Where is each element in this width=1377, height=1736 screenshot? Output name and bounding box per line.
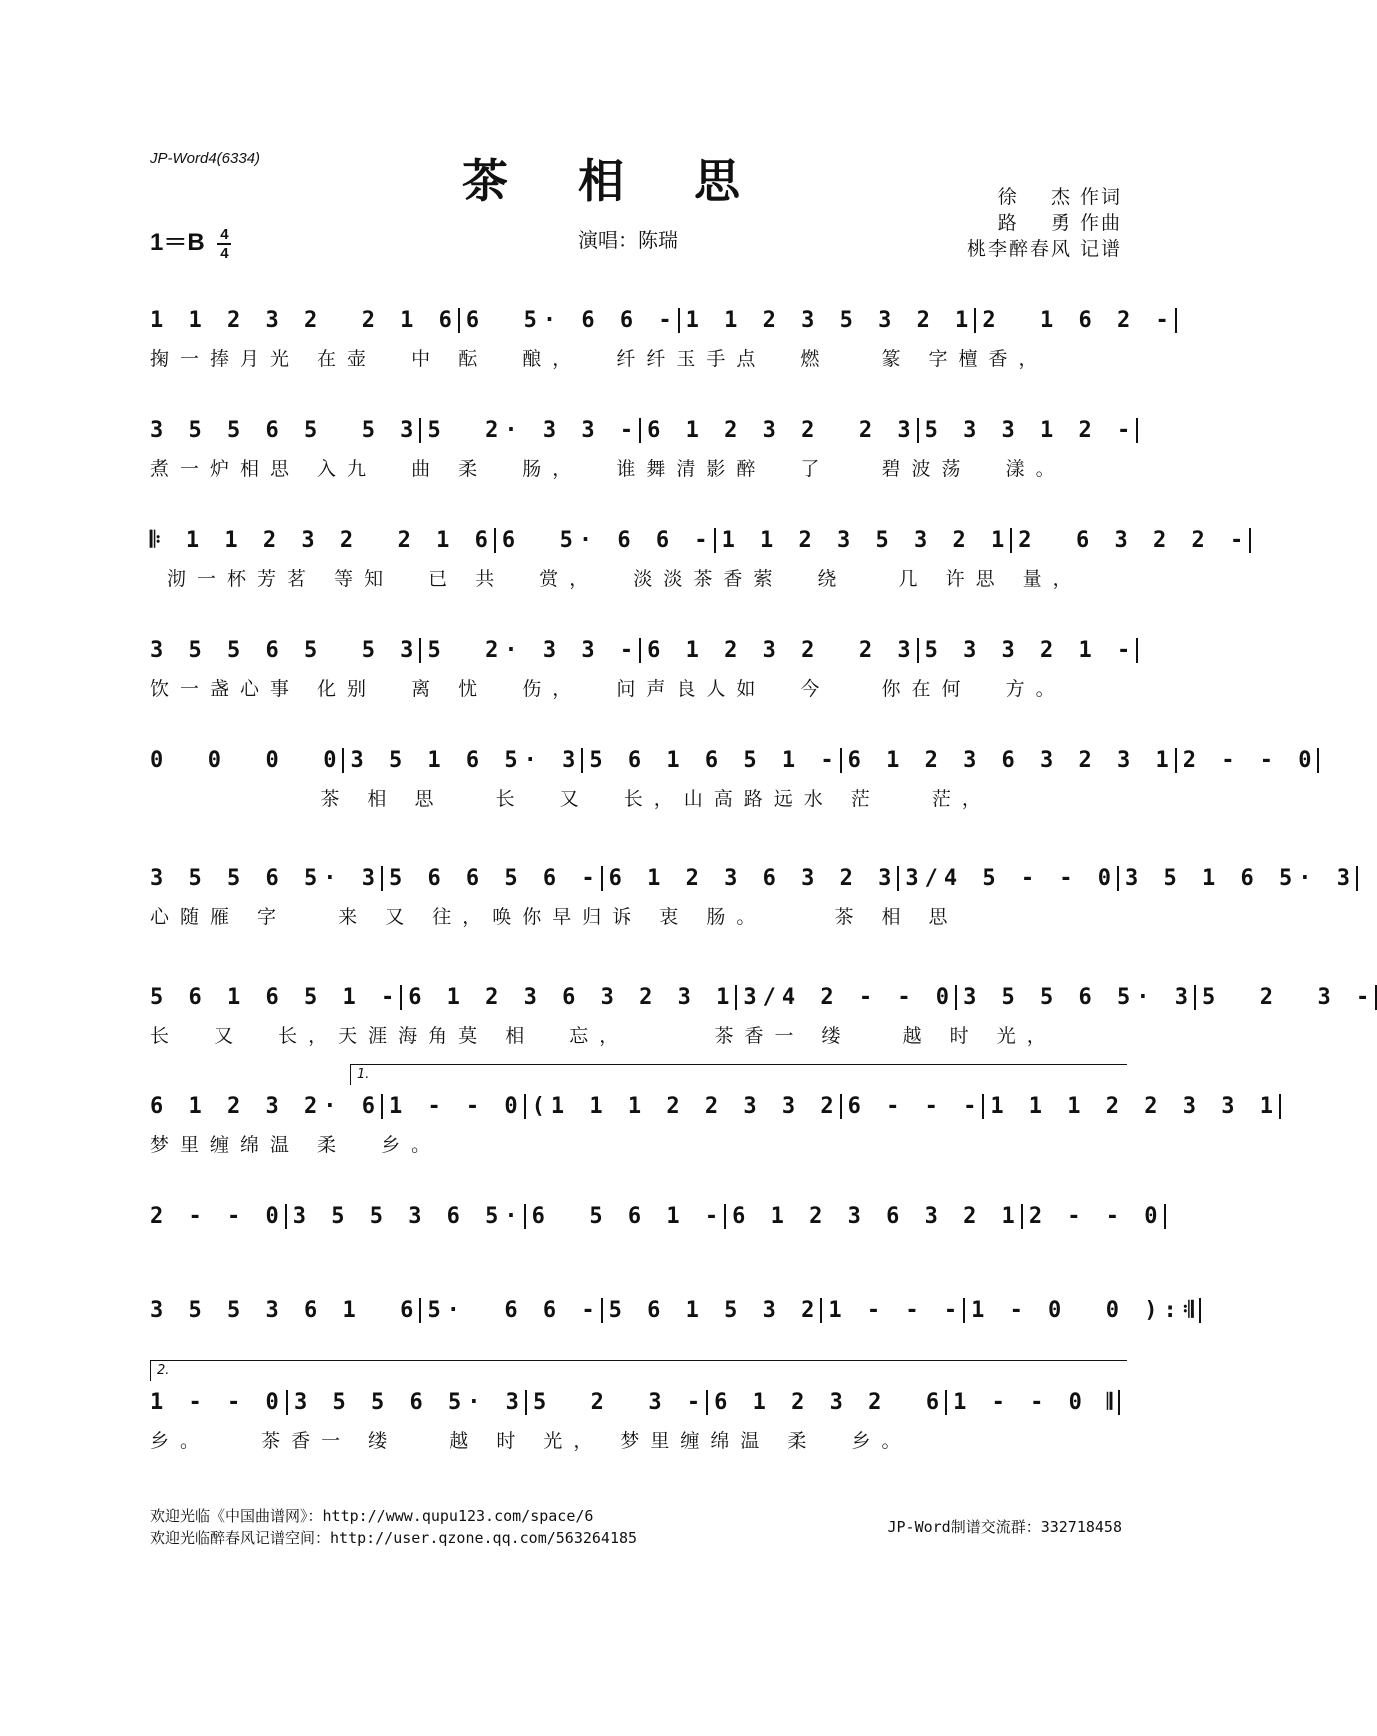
composer-credit: 路 勇 作曲 (997, 212, 1122, 234)
lyrics-line (150, 1334, 1120, 1360)
measure: 1 - - 0 𝄂 (945, 1390, 1120, 1415)
notation-line (150, 300, 1175, 340)
score-row (150, 740, 1318, 810)
footer-links (150, 1505, 637, 1549)
measure: 0 0 0 0 (150, 747, 343, 773)
notation-line (150, 740, 1318, 780)
measure: 6 1 2 3 6 3 2 3 (601, 866, 898, 891)
lyrics-line: 乡。 茶香一 缕 越 时 光， 梦里缠绵温 柔 乡。 (150, 1430, 912, 1452)
measure: 3 5 1 6 5· 3 (342, 748, 581, 773)
measure: 1 - - 0 (150, 1389, 285, 1415)
singer-credit: 演唱：陈瑞 (578, 228, 678, 252)
notation-line (150, 1086, 1279, 1126)
score-row (150, 977, 1376, 1047)
volta-bracket: 1. (350, 1064, 1127, 1085)
measure: 1 1 1 2 2 3 3 1 (982, 1094, 1281, 1119)
footer-line-2[interactable]: 欢迎光临醉春风记谱空间：http://user.qzone.qq.com/563264185 (150, 1529, 638, 1547)
score-row (150, 1363, 1120, 1452)
measure: 1 - 0 0 ):𝄇 (963, 1298, 1201, 1323)
measure: 𝄆 1 1 2 3 2 2 1 6 (150, 527, 494, 553)
measure: (1 1 1 2 2 3 3 2 (524, 1094, 840, 1119)
measure: 6 1 2 3 6 3 2 3 1 (400, 985, 735, 1010)
time-bottom: 4 (220, 244, 229, 262)
measure: 1 - - - (820, 1298, 963, 1323)
key-signature (150, 222, 231, 261)
measure: 5 2· 3 3 - (419, 418, 639, 443)
footer-group: JP-Word制谱交流群：332718458 (887, 1518, 1122, 1536)
measure: 2 - - 0 (1021, 1204, 1166, 1229)
measure: 5 6 1 6 5 1 - (150, 984, 401, 1010)
measure: 6 1 2 3 2 6 (706, 1390, 945, 1415)
notation-line (150, 520, 1250, 560)
score-row (150, 630, 1137, 700)
measure: 5 2 3 - (1194, 985, 1377, 1010)
lyrics-line: 长 又 长，天涯海角莫 相 忘， 茶香一 缕 越 时 光， (150, 1025, 1057, 1047)
measure: 3 5 5 6 5· 3 (955, 985, 1194, 1010)
measure: 5· 6 6 - (419, 1298, 600, 1323)
notation-line (150, 977, 1376, 1017)
footer-line-1[interactable]: 欢迎光临《中国曲谱网》：http://www.qupu123.com/space/6 (150, 1507, 594, 1525)
measure: 6 5· 6 6 - (458, 308, 678, 333)
song-title: 茶相思 (462, 154, 810, 208)
measure: 3 5 5 6 5 5 3 (150, 637, 420, 663)
measure: 3 5 5 3 6 1 6 (150, 1297, 420, 1323)
time-signature (217, 227, 231, 261)
transcriber-credit: 桃李醉春风 记谱 (966, 238, 1122, 260)
score-row (150, 1067, 1279, 1156)
credits (967, 184, 1122, 262)
lyrics-line: 饮一盏心事 化别 离 忧 伤， 问声良人如 今 你在何 方。 (150, 678, 1066, 700)
measure: 6 5 6 1 - (524, 1204, 724, 1229)
lyrics-line: 梦里缠绵温 柔 乡。 (150, 1134, 442, 1156)
measure: 6 1 2 3 2 2 3 (639, 418, 916, 443)
lyrics-line: 煮一炉相思 入九 曲 柔 肠， 谁舞清影醉 了 碧波荡 漾。 (150, 458, 1066, 480)
measure: 5 3 3 2 1 - (917, 638, 1139, 663)
measure: 6 - - - (840, 1094, 983, 1119)
measure: 5 2 3 - (525, 1390, 706, 1415)
measure: 6 5· 6 6 - (494, 528, 714, 553)
measure: 6 1 2 3 2 2 3 (639, 638, 916, 663)
lyrics-line: 沏一杯芳茗 等知 已 共 赏， 淡淡茶香萦 绕 几 许思 量， (150, 568, 1083, 590)
measure: 6 1 2 3 6 3 2 1 (724, 1204, 1021, 1229)
measure: 3 5 5 6 5· 3 (150, 865, 381, 891)
measure: 5 6 6 5 6 - (381, 866, 601, 891)
notation-line (150, 1290, 1200, 1330)
key-label: 1＝B (150, 229, 205, 256)
score-row (150, 858, 1356, 928)
measure: 5 2· 3 3 - (419, 638, 639, 663)
lyrics-line: 心随雁 字 来 又 往，唤你早归诉 衷 肠。 茶 相 思 (150, 906, 959, 928)
score-row (150, 520, 1250, 590)
notation-line (150, 858, 1356, 898)
measure: 3 5 5 3 6 5· (285, 1204, 524, 1229)
lyrics-line: 掬一捧月光 在壶 中 酝 酿， 纤纤玉手点 燃 篆 字檀香， (150, 348, 1049, 370)
measure: 3 5 5 6 5 5 3 (150, 417, 420, 443)
measure: 3/4 2 - - 0 (735, 985, 955, 1010)
notation-line (150, 410, 1137, 450)
measure: 3/4 5 - - 0 (897, 866, 1117, 891)
measure: 1 - - 0 (381, 1094, 524, 1119)
measure: 5 3 3 1 2 - (917, 418, 1139, 443)
measure: 1 1 2 3 2 2 1 6 (150, 307, 458, 333)
measure: 2 - - 0 (150, 1203, 285, 1229)
score-row (150, 300, 1175, 370)
measure: 2 - - 0 (1175, 748, 1320, 773)
lyricist-credit: 徐 杰 作词 (997, 186, 1122, 208)
measure: 6 1 2 3 6 3 2 3 1 (840, 748, 1175, 773)
measure: 2 6 3 2 2 - (1010, 528, 1251, 553)
measure: 6 1 2 3 2· 6 (150, 1093, 381, 1119)
measure: 3 5 1 6 5· 3 (1117, 866, 1358, 891)
notation-line (150, 1382, 1120, 1422)
measure: 1 1 2 3 5 3 2 1 (678, 308, 975, 333)
measure: 5 6 1 6 5 1 - (581, 748, 839, 773)
notation-line (150, 1196, 1164, 1236)
lyrics-line (150, 1240, 1120, 1266)
measure: 2 1 6 2 - (974, 308, 1176, 333)
score-row (150, 410, 1137, 480)
score-row (150, 1290, 1200, 1360)
score-row (150, 1196, 1164, 1266)
measure: 3 5 5 6 5· 3 (286, 1390, 525, 1415)
software-label: JP-Word4(6334) (150, 150, 261, 167)
measure: 5 6 1 5 3 2 (601, 1298, 821, 1323)
volta-bracket: 2. (150, 1360, 1127, 1381)
measure: 1 1 2 3 5 3 2 1 (714, 528, 1011, 553)
lyrics-line: 茶 相 思 长 又 长，山高路远水 茫 茫， (150, 788, 992, 810)
time-top: 4 (220, 225, 229, 243)
notation-line (150, 630, 1137, 670)
